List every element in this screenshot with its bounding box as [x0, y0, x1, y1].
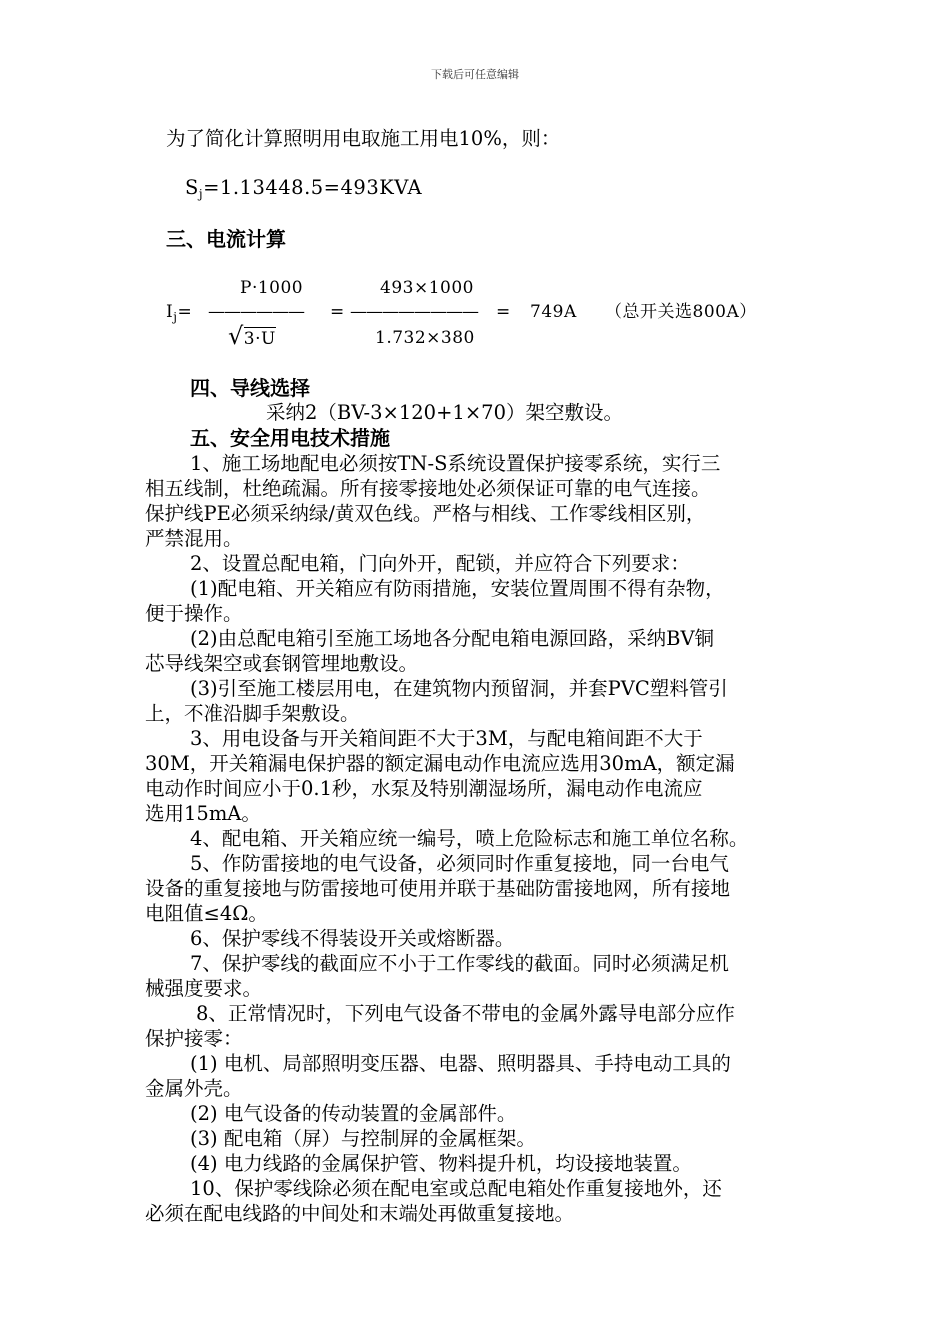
body-line: 30M，开关箱漏电保护器的额定漏电动作电流应选用30mA，额定漏 [145, 752, 735, 775]
body-line: 芯导线架空或套钢管埋地敷设。 [145, 652, 419, 675]
body-line: 保护线PE必须采纳绿/黄双色线。严格与相线、工作零线相区别， [145, 502, 706, 525]
body-line: 2、设置总配电箱，门向外开，配锁，并应符合下列要求： [190, 552, 690, 575]
section-5-title: 五、安全用电技术措施 [190, 426, 390, 450]
formula-denominator-left [228, 323, 276, 352]
body-line: 必须在配电线路的中间处和末端处再做重复接地。 [145, 1202, 575, 1225]
formula-mid-eq: = [330, 302, 345, 322]
body-line: 选用15mA。 [145, 802, 261, 825]
sj-lhs: S [185, 176, 199, 199]
formula-bar-right: ———————— [350, 302, 478, 322]
sqrt-content: 3·U [243, 329, 276, 349]
body-line: 金属外壳。 [145, 1077, 243, 1100]
body-line: 械强度要求。 [145, 977, 263, 1000]
formula-numerator-left: P·1000 [240, 278, 304, 298]
body-line: 上，不准沿脚手架敷设。 [145, 702, 360, 725]
section-4-text: 采纳2（BV-3×120+1×70）架空敷设。 [266, 401, 623, 424]
sj-formula [185, 175, 422, 207]
sj-rhs: =1.13448.5=493KVA [203, 176, 423, 199]
body-line: 电动作时间应小于0.1秒，水泵及特别潮湿场所，漏电动作电流应 [145, 777, 703, 800]
body-line: 设备的重复接地与防雷接地可使用并联于基础防雷接地网，所有接地 [145, 877, 731, 900]
formula-numerator-right: 493×1000 [380, 278, 474, 298]
body-line: (2) 电气设备的传动装置的金属部件。 [190, 1102, 517, 1125]
body-line: 3、用电设备与开关箱间距不大于3M，与配电箱间距不大于 [190, 727, 703, 750]
section-4-title: 四、导线选择 [190, 376, 310, 400]
formula-result-eq: = [496, 302, 511, 322]
body-line: 4、配电箱、开关箱应统一编号，喷上危险标志和施工单位名称。 [190, 827, 749, 850]
body-line: (3)引至施工楼层用电，在建筑物内预留洞，并套PVC塑料管引 [190, 677, 728, 700]
body-line: 保护接零： [145, 1027, 243, 1050]
body-line: 电阻值≤4Ω。 [145, 902, 268, 925]
body-line: (3) 配电箱（屏）与控制屏的金属框架。 [190, 1127, 536, 1150]
body-line: 8、正常情况时，下列电气设备不带电的金属外露导电部分应作 [196, 1002, 735, 1025]
sqrt-icon: √ [228, 322, 244, 350]
body-line: (4) 电力线路的金属保护管、物料提升机，均设接地装置。 [190, 1152, 692, 1175]
body-line: 1、施工场地配电必须按TN-S系统设置保护接零系统，实行三 [190, 452, 721, 475]
body-line: 严禁混用。 [145, 527, 243, 550]
body-line: 5、作防雷接地的电气设备，必须同时作重复接地，同一台电气 [190, 852, 729, 875]
body-line: 7、保护零线的截面应不小于工作零线的截面。同时必须满足机 [190, 952, 729, 975]
formula-sub: j [173, 310, 178, 324]
body-line: (1)配电箱、开关箱应有防雨措施，安装位置周围不得有杂物， [190, 577, 725, 600]
formula-result: 749A [530, 302, 577, 322]
formula-main-row [166, 299, 192, 330]
section-3-title: 三、电流计算 [166, 227, 286, 251]
body-line: 相五线制，杜绝疏漏。所有接零接地处必须保证可靠的电气连接。 [145, 477, 711, 500]
formula-eq: = [177, 302, 193, 322]
body-line: 便于操作。 [145, 602, 243, 625]
body-line: 10、保护零线除必须在配电室或总配电箱处作重复接地外，还 [190, 1177, 722, 1200]
formula-bar-left: —————— [208, 302, 304, 322]
body-line: 6、保护零线不得装设开关或熔断器。 [190, 927, 515, 950]
formula-note: （总开关选800A） [605, 302, 757, 322]
body-line: (2)由总配电箱引至施工场地各分配电箱电源回路，采纳BV铜 [190, 627, 715, 650]
sj-sub: j [198, 187, 204, 201]
intro-text: 为了简化计算照明用电取施工用电10%，则： [166, 127, 561, 150]
page-header: 下载后可任意编辑 [431, 68, 519, 81]
formula-lhs: I [166, 302, 174, 322]
body-line: (1) 电机、局部照明变压器、电器、照明器具、手持电动工具的 [190, 1052, 731, 1075]
formula-denominator-right: 1.732×380 [375, 328, 475, 348]
